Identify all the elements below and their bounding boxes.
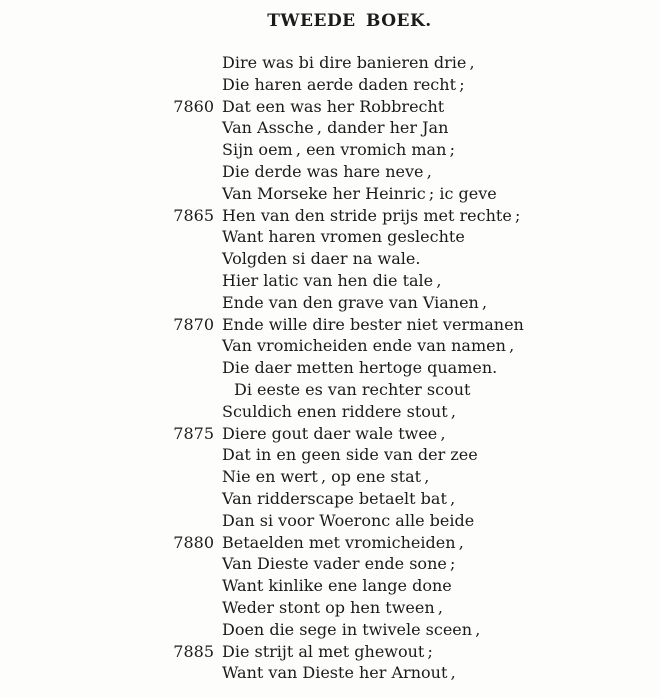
verse-line-number: 7865 <box>173 205 214 225</box>
verse-line-number <box>0 161 214 183</box>
verse-line-number <box>0 226 214 248</box>
verse-text: Di eeste es van rechter scout <box>234 379 471 399</box>
verse-text: Weder stont op hen tween , <box>222 597 443 617</box>
poem-line <box>0 401 660 423</box>
verse-text: Nie en wert , op ene stat , <box>222 467 430 487</box>
verse-text: Want van Dieste her Arnout , <box>222 663 456 683</box>
verse-line-number <box>0 444 214 466</box>
verse-line-number <box>0 597 214 619</box>
verse-line-number <box>0 270 214 292</box>
poem-line <box>0 183 660 205</box>
verse-line-number <box>0 510 214 532</box>
poem-line <box>0 662 660 684</box>
poem-line <box>0 423 660 445</box>
poem-line <box>0 226 660 248</box>
verse-text: Die strijt al met ghewout ; <box>222 641 433 661</box>
verse-line-number <box>0 401 214 423</box>
poem-line <box>0 248 660 270</box>
poem-line <box>0 510 660 532</box>
verse-text: Dat in en geen side van der zee <box>222 445 478 465</box>
poem-line <box>0 488 660 510</box>
poem-line <box>0 292 660 314</box>
poem <box>0 52 660 684</box>
poem-line <box>0 205 660 227</box>
poem-line <box>0 532 660 554</box>
verse-line-number: 7870 <box>173 314 214 334</box>
poem-line <box>0 74 660 96</box>
verse-line-number <box>0 379 214 401</box>
verse-text: Die daer metten hertoge quamen. <box>222 358 498 378</box>
poem-line <box>0 96 660 118</box>
verse-line-number: 7880 <box>173 532 214 552</box>
poem-line <box>0 335 660 357</box>
verse-text: Want haren vromen geslechte <box>222 227 465 247</box>
verse-text: Ende van den grave van Vianen , <box>222 292 488 312</box>
verse-text: Die derde was hare neve , <box>222 161 432 181</box>
poem-line <box>0 597 660 619</box>
verse-text: Van ridderscape betaelt bat , <box>222 488 456 508</box>
verse-text: Van Morseke her Heinric ; ic geve <box>222 183 497 203</box>
verse-line-number <box>0 553 214 575</box>
poem-line <box>0 314 660 336</box>
verse-line-number: 7875 <box>173 423 214 443</box>
verse-text: Volgden si daer na wale. <box>222 249 421 269</box>
poem-line <box>0 357 660 379</box>
verse-text: Diere gout daer wale twee , <box>222 423 446 443</box>
page-title: TWEEDE BOEK. <box>267 11 432 31</box>
verse-text: Hier latic van hen die tale , <box>222 270 442 290</box>
poem-line <box>0 379 660 401</box>
verse-text: Want kinlike ene lange done <box>222 576 452 596</box>
poem-line <box>0 619 660 641</box>
verse-line-number <box>0 466 214 488</box>
verse-text: Sculdich enen riddere stout , <box>222 401 456 421</box>
verse-line-number <box>0 139 214 161</box>
verse-text: Die haren aerde daden recht ; <box>222 74 465 94</box>
verse-line-number <box>0 619 214 641</box>
poem-line <box>0 553 660 575</box>
verse-text: Van Dieste vader ende sone ; <box>222 554 456 574</box>
poem-line <box>0 117 660 139</box>
verse-text: Doen die sege in twivele sceen , <box>222 619 481 639</box>
poem-line <box>0 270 660 292</box>
verse-line-number: 7860 <box>173 96 214 116</box>
verse-text: Dire was bi dire banieren drie , <box>222 53 475 72</box>
verse-line-number: 7885 <box>173 641 214 661</box>
verse-line-number <box>0 248 214 270</box>
verse-line-number <box>0 52 214 74</box>
verse-line-number <box>0 292 214 314</box>
verse-line-number <box>0 117 214 139</box>
verse-text: Sijn oem , een vromich man ; <box>222 140 455 160</box>
poem-line <box>0 161 660 183</box>
poem-line <box>0 52 660 74</box>
verse-line-number <box>0 662 214 684</box>
verse-text: Dan si voor Woeronc alle beide <box>222 510 475 530</box>
verse-text: Van Assche , dander her Jan <box>222 118 449 138</box>
verse-line-number <box>0 74 214 96</box>
verse-text: Dat een was her Robbrecht <box>222 96 445 116</box>
verse-line-number <box>0 335 214 357</box>
poem-line <box>0 641 660 663</box>
poem-line <box>0 575 660 597</box>
verse-line-number <box>0 357 214 379</box>
verse-text: Hen van den stride prijs met rechte ; <box>222 205 521 225</box>
verse-line-number <box>0 183 214 205</box>
poem-line <box>0 139 660 161</box>
verse-line-number <box>0 488 214 510</box>
verse-text: Betaelden met vromicheiden , <box>222 532 464 552</box>
verse-text: Van vromicheiden ende van namen , <box>222 336 515 356</box>
poem-line <box>0 444 660 466</box>
poem-line <box>0 466 660 488</box>
verse-text: Ende wille dire bester niet vermanen <box>222 314 524 334</box>
verse-line-number <box>0 575 214 597</box>
